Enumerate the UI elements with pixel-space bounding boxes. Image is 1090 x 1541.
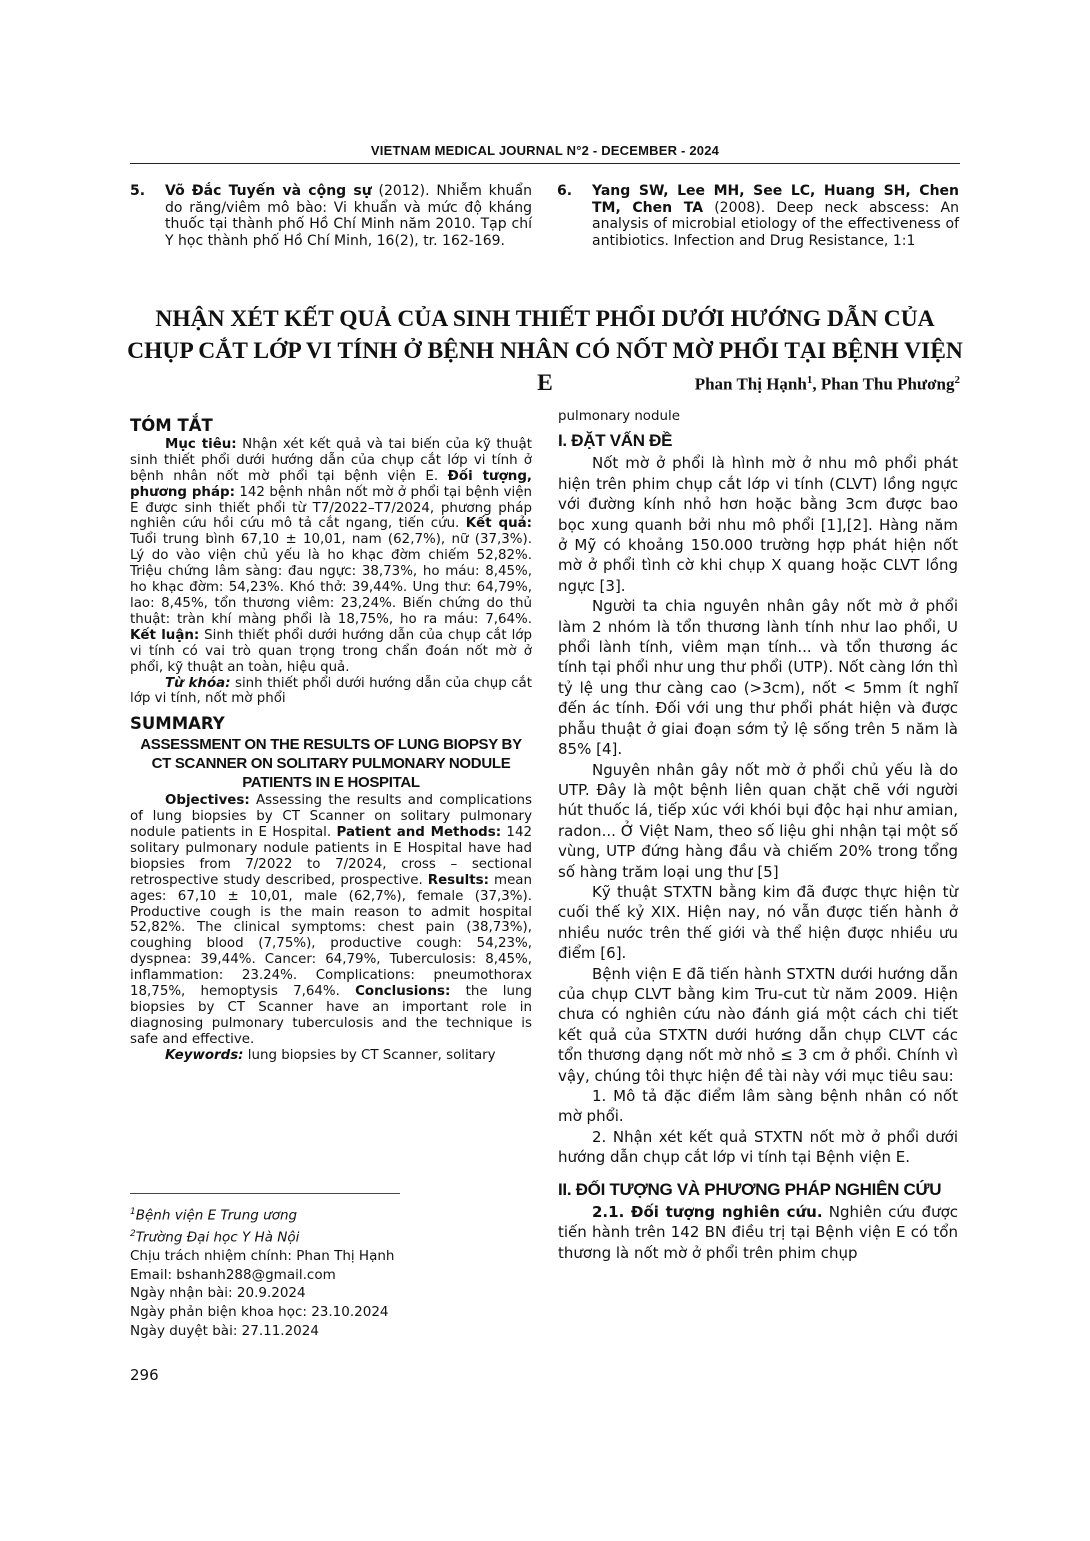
- date-reviewed: Ngày phản biện khoa học: 23.10.2024: [130, 1303, 389, 1320]
- objective-2: 2. Nhận xét kết quả STXTN nốt mờ ở phổi dưới hướng dẫn chụp cắt lớp vi tính tại Bệnh viện E.: [558, 1127, 958, 1167]
- section-1-paragraph: Kỹ thuật STXTN bằng kim đã được thực hiện từ cuối thế kỷ XIX. Hiện nay, nó vẫn được tiến hành ở nhiều nước trên thế giới và thể hiện được nhiều ưu điểm [6].: [558, 882, 958, 963]
- methods-text: 142 solitary pulmonary nodule patients in E Hospital have had biopsies from 7/2022 to 7/2024, cross – sectional retrospective study described, prospective.: [130, 825, 532, 888]
- objectives-text: Assessing the results and complications of lung biopsies by CT Scanner on solitary pulmonary nodule patients in E Hospital.: [130, 793, 532, 841]
- footnotes: [130, 1203, 530, 1340]
- reference-number: 6.: [557, 183, 573, 199]
- affiliation-2-marker: 2: [130, 1229, 136, 1240]
- affiliation-2: [130, 1225, 530, 1247]
- footnote-rule: [130, 1193, 400, 1194]
- header-rule: [130, 163, 960, 164]
- results-text: mean ages: 67,10 ± 10,01, male (62,7%), female (37,3%). Productive cough is the main reason to admit hospital 52,82%. The clinical symptoms: chest pain (38,73%), coughing blood (7,75%), productive cough: 54,23%, dyspnea: 39,44%. Cancer: 64,79%, Tuberculosis: 8,45%, inflammation: 23.24%. Complications: pneumothorax 18,75%, hemoptysis 7,64%.: [130, 872, 532, 1000]
- doituong-label: Đối tượng, phương pháp:: [130, 468, 532, 500]
- keywords-paragraph: [130, 1048, 532, 1064]
- contact-email: Email: bshanh288@gmail.com: [130, 1266, 336, 1283]
- tomtat-paragraph: [130, 437, 532, 676]
- article-title-line-2: CHỤP CẮT LỚP VI TÍNH Ở BỆNH NHÂN CÓ NỐT MỜ PHỔI TẠI BỆNH VIỆN E: [127, 338, 963, 396]
- author-separator: ,: [812, 374, 821, 394]
- summary-paragraph: [130, 793, 532, 1048]
- reference-6: [557, 183, 959, 249]
- running-header: VIETNAM MEDICAL JOURNAL N°2 - DECEMBER - 2024: [370, 143, 720, 158]
- tukhoa-paragraph: [130, 676, 532, 708]
- author-list: [695, 374, 960, 395]
- conclusions-text: the lung biopsies by CT Scanner have an important role in diagnosing pulmonary tuberculosis and the technique is safe and effective.: [130, 984, 532, 1047]
- objective-1: 1. Mô tả đặc điểm lâm sàng bệnh nhân có nốt mờ phổi.: [558, 1087, 958, 1126]
- reference-authors: Võ Đắc Tuyến và cộng sự: [165, 183, 372, 199]
- section-1-paragraph: Nốt mờ ở phổi là hình mờ ở nhu mô phổi phát hiện trên phim chụp cắt lớp vi tính (CLVT) lồng ngực với đường kính nhỏ hơn hoặc bằng 3cm được bao bọc xung quanh bởi nhu mô phổi [1],[2]. Hàng năm ở Mỹ có khoảng 150.000 trường hợp phát hiện nốt mờ ở phổi tình cờ khi chụp X quang hoặc CLVT lồng ngực [3].: [558, 454, 958, 595]
- tukhoa-text: sinh thiết phổi dưới hướng dẫn của chụp cắt lớp vi tính, nốt mờ phổi: [130, 675, 532, 707]
- reference-number: 5.: [130, 183, 146, 199]
- section-2-paragraph: [558, 1202, 958, 1263]
- affiliation-1: [130, 1203, 530, 1225]
- subsection-2-1-label: 2.1. Đối tượng nghiên cứu.: [592, 1203, 823, 1222]
- reference-text: (2008). Deep neck abscess: An analysis of microbial etiology of the effectiveness of antibiotics. Infection and Drug Resistance, 1:1: [592, 199, 959, 249]
- section-1-paragraph: Nguyên nhân gây nốt mờ ở phổi chủ yếu là do UTP. Đây là một bệnh liên quan chặt chẽ với người hút thuốc lá, tiếp xúc với khói bụi độc hại như amian, radon... Ở Việt Nam, theo số liệu ghi nhận tại một số vùng, UTP đứng hàng đầu và chiếm 20% trong tổng số hàng trăm loại ung thư [5]: [558, 760, 958, 881]
- affiliation-1-marker: 1: [130, 1207, 136, 1217]
- muctieu-label: Mục tiêu:: [165, 436, 237, 452]
- affiliation-2-text: Trường Đại học Y Hà Nội: [135, 1229, 300, 1246]
- methods-label: Patient and Methods:: [336, 825, 502, 841]
- conclusions-label: Conclusions:: [355, 984, 451, 1000]
- section-1-heading: I. ĐẶT VẤN ĐỀ: [558, 431, 673, 450]
- keywords-text: lung biopsies by CT Scanner, solitary: [243, 1047, 496, 1063]
- results-label: Results:: [427, 872, 489, 888]
- left-column: [130, 412, 532, 1064]
- date-accepted: Ngày duyệt bài: 27.11.2024: [130, 1322, 319, 1339]
- section-2-heading: II. ĐỐI TƯỢNG VÀ PHƯƠNG PHÁP NGHIÊN CỨU: [558, 1179, 942, 1199]
- right-column: [558, 409, 958, 1263]
- keywords-continuation: pulmonary nodule: [558, 409, 680, 424]
- reference-5: [130, 183, 532, 249]
- subsection-2-1-text: Nghiên cứu được tiến hành trên 142 BN điều trị tại Bệnh viện E có tổn thương là nốt mờ ở phổi trên phim chụp: [558, 1203, 959, 1262]
- tomtat-heading: TÓM TẮT: [130, 416, 213, 435]
- date-received: Ngày nhận bài: 20.9.2024: [130, 1285, 306, 1302]
- reference-authors: Yang SW, Lee MH, See LC, Huang SH, Chen TM, Chen TA: [592, 183, 959, 216]
- author-1-affiliation: 1: [806, 374, 813, 386]
- summary-title: ASSESSMENT ON THE RESULTS OF LUNG BIOPSY BY CT SCANNER ON SOLITARY PULMONARY NODULE PATIENTS IN E HOSPITAL: [140, 736, 522, 792]
- author-2-affiliation: 2: [954, 374, 960, 386]
- reference-text: (2012). Nhiễm khuẩn do răng/viêm mô bào: Vi khuẩn và mức độ kháng thuốc tại thành phố Hồ Chí Minh năm 2010. Tạp chí Y học thành phố Hồ Chí Minh, 16(2), tr. 162-169.: [165, 183, 532, 249]
- section-1-paragraph: Người ta chia nguyên nhân gây nốt mờ ở phổi làm 2 nhóm là tổn thương lành tính như lao phổi, U phổi lành tính, viêm mạn tính... và tổn thương ác tính tại phổi như ung thư phổi (UTP). Nốt càng lớn thì tỷ lệ ung thư càng cao (>3cm), nốt < 5mm ít nghĩ đến ác tính. Đối với ung thư phổi phát hiện và được phẫu thuật ở giai đoạn sớm tỷ lệ sống trên 5 năm là 85% [4].: [558, 597, 958, 759]
- summary-heading: SUMMARY: [130, 714, 225, 734]
- ketqua-text: Tuổi trung bình 67,10 ± 10,01, nam (62,7%), nữ (37,3%). Lý do vào viện chủ yếu là ho khạc đờm chiếm 52,82%. Triệu chứng lâm sàng: đau ngực: 38,73%, ho máu: 8,45%, ho khạc đờm: 54,23%. Khó thở: 39,44%. Ung thư: 64,79%, lao: 8,45%, tổn thương viêm: 23,24%. Biến chứng do thủ thuật: tràn khí màng phổi là 18,75%, ho ra máu: 7,64%.: [130, 532, 532, 627]
- ketqua-label: Kết quả:: [465, 516, 532, 532]
- section-1-paragraph: Bệnh viện E đã tiến hành STXTN dưới hướng dẫn của chụp CLVT bằng kim Tru-cut từ năm 2009. Hiện chưa có nghiên cứu nào đánh giá một cách chi tiết kết quả của STXTN dưới hướng dẫn chụp CLVT các tổn thương dạng nốt mờ nhỏ ≤ 3 cm ở phổi. Chính vì vậy, chúng tôi thực hiện đề tài này với mục tiêu sau:: [558, 964, 958, 1085]
- ketluan-label: Kết luận:: [130, 627, 200, 643]
- author-1: Phan Thị Hạnh: [694, 374, 807, 394]
- responsible-author: Chịu trách nhiệm chính: Phan Thị Hạnh: [130, 1248, 395, 1265]
- page-number: 296: [130, 1366, 159, 1384]
- objectives-label: Objectives:: [165, 793, 250, 809]
- keywords-label: Keywords:: [165, 1047, 244, 1063]
- tukhoa-label: Từ khóa:: [165, 675, 231, 691]
- doituong-text: 142 bệnh nhân nốt mờ ở phổi tại bệnh viện E được sinh thiết phổi từ T7/2022–T7/2024, phương pháp nghiên cứu hồi cứu mô tả cắt ngang, tiến cứu.: [130, 484, 532, 532]
- author-2: Phan Thu Phương: [820, 374, 955, 394]
- muctieu-text: Nhận xét kết quả và tai biến của kỹ thuật sinh thiết phổi dưới hướng dẫn của chụp cắt lớp vi tính ở bệnh nhân nốt mờ phổi tại bệnh viện E.: [130, 436, 532, 484]
- article-title-line-1: NHẬN XÉT KẾT QUẢ CỦA SINH THIẾT PHỔI DƯỚI HƯỚNG DẪN CỦA: [155, 306, 935, 332]
- affiliation-1-text: Bệnh viện E Trung ương: [135, 1207, 298, 1224]
- ketluan-text: Sinh thiết phổi dưới hướng dẫn của chụp cắt lớp vi tính có vai trò quan trọng trong chẩn đoán nốt mờ ở phổi, kỹ thuật an toàn, hiệu quả.: [130, 627, 532, 675]
